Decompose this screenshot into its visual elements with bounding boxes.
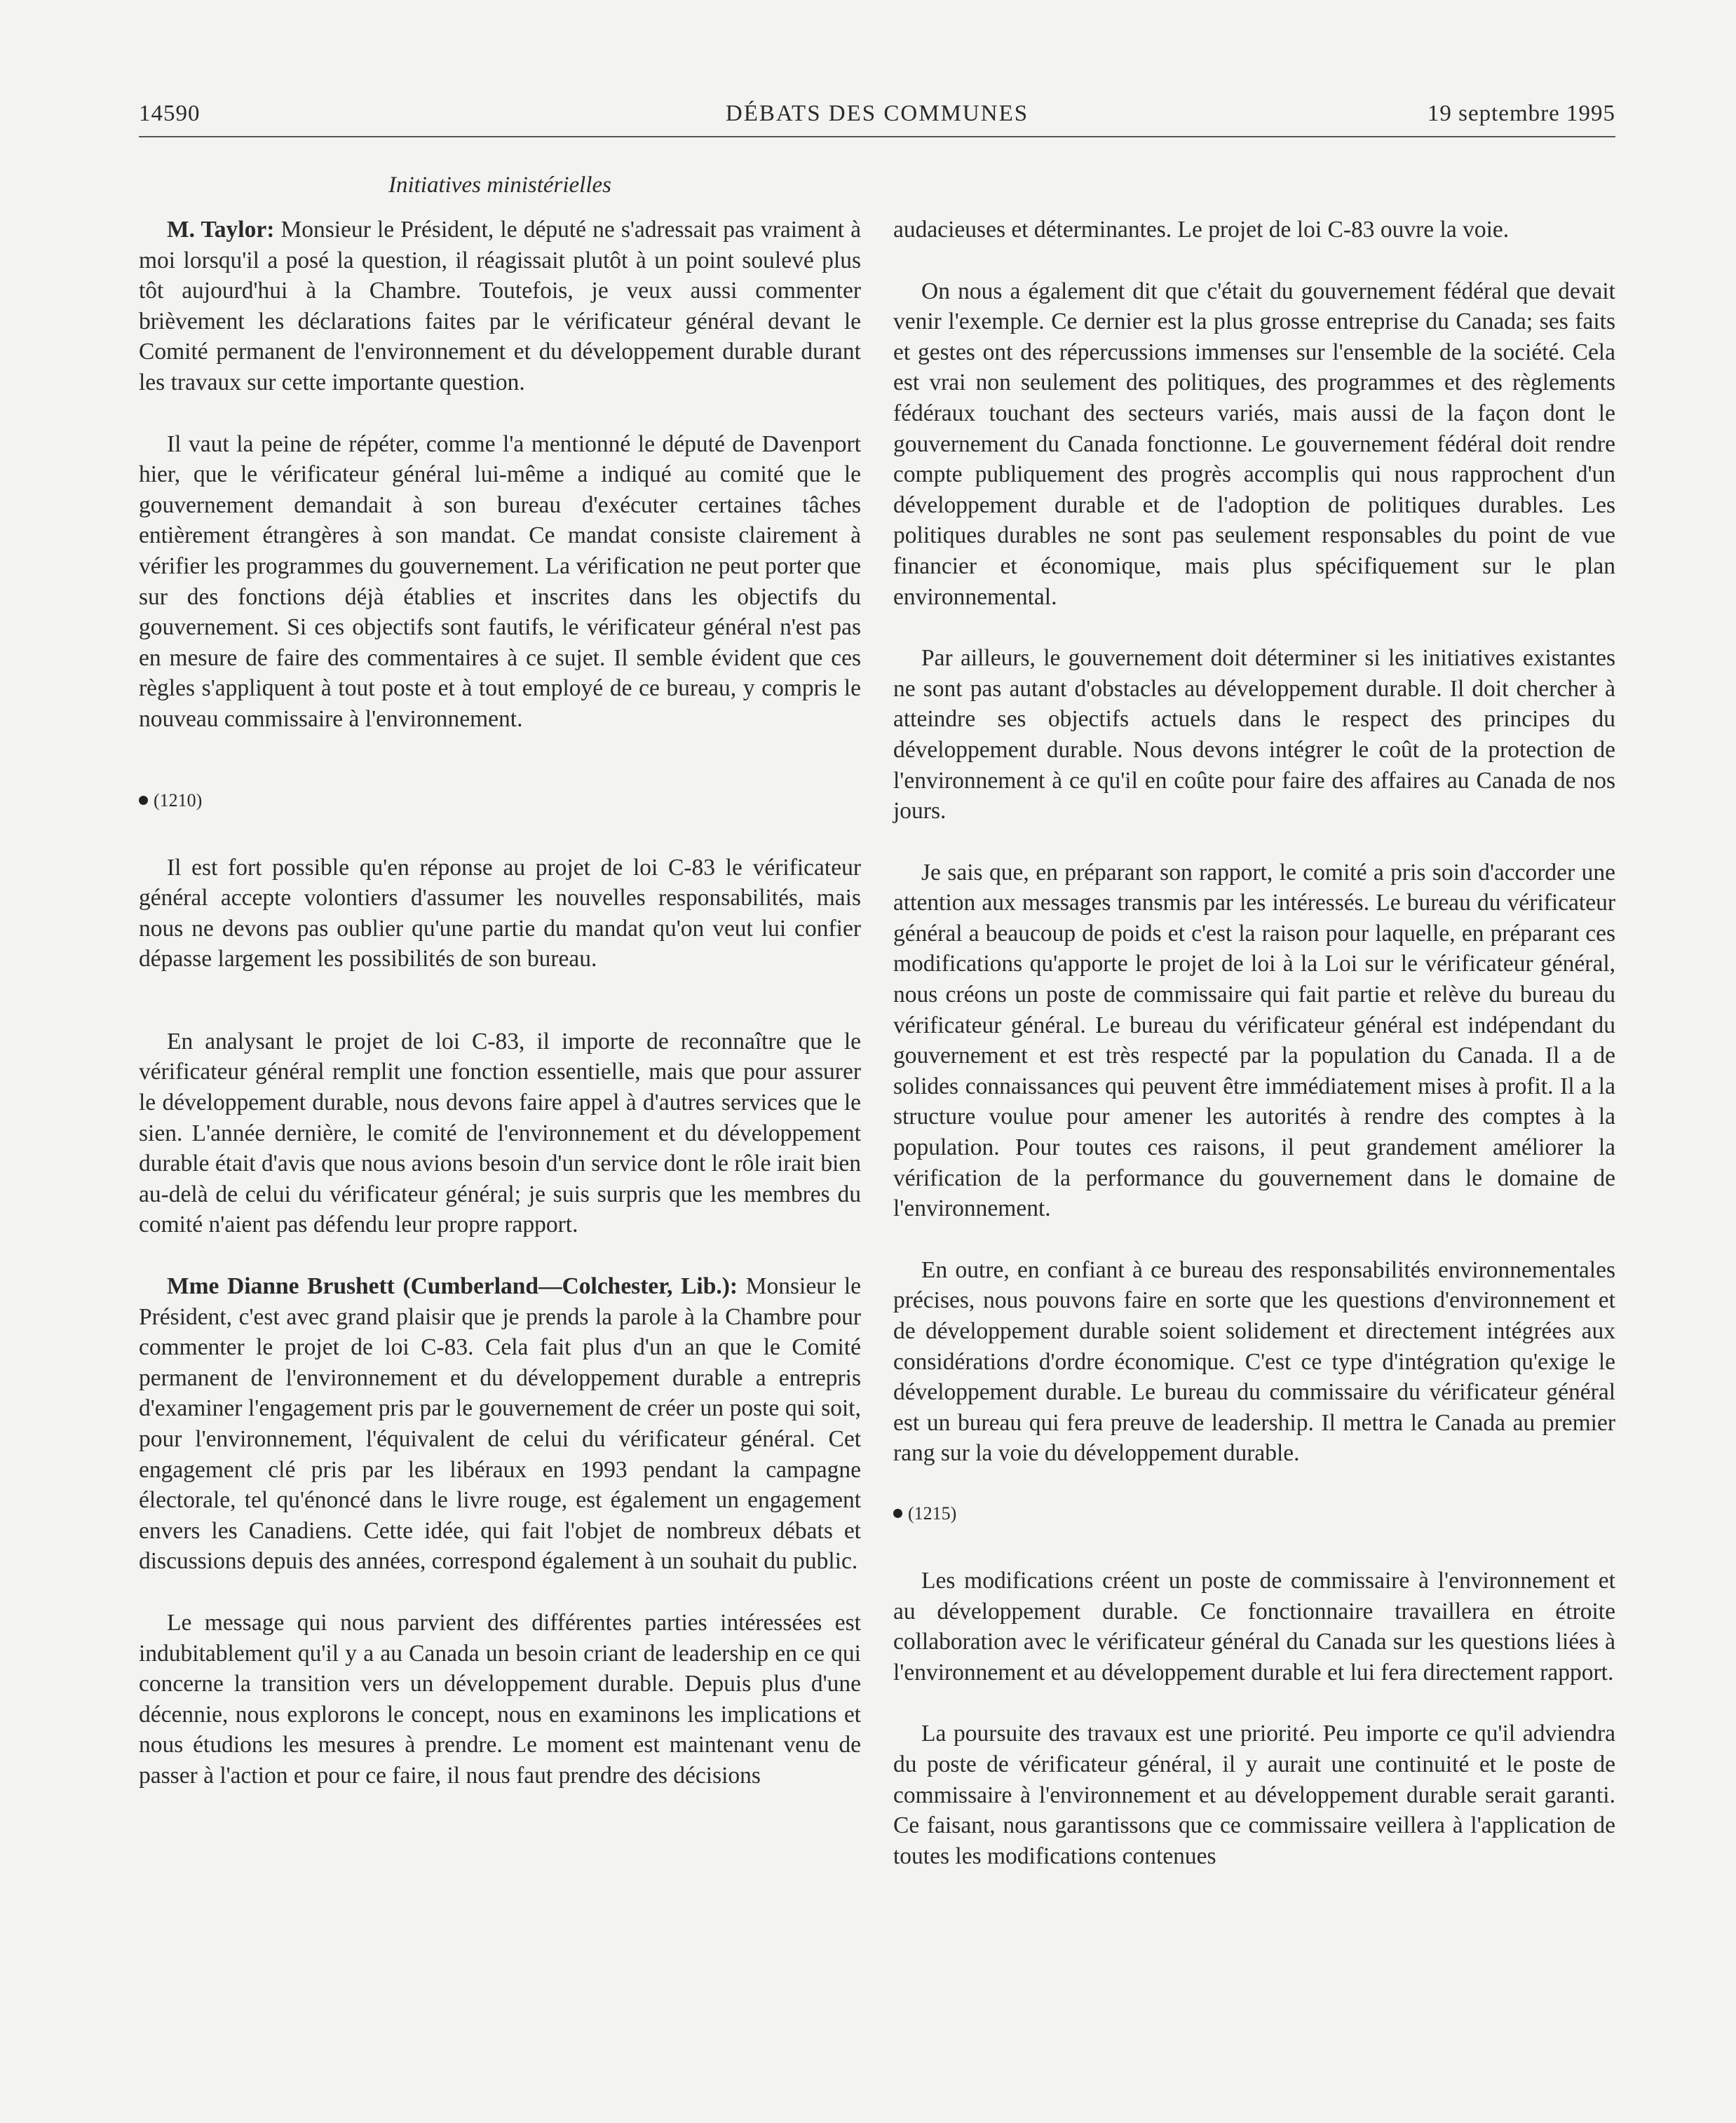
paragraph bbox=[139, 1271, 861, 1577]
paragraph: Le message qui nous parvient des différentes parties intéressées est indubitablement qu'il y a au Canada un besoin criant de leadership en ce qui concerne la transition vers un développement durable. Depuis plus d'une décennie, nous explorons le concept, nous en examinons les implications et nous étudions les mesures à prendre. Le moment est maintenant venu de passer à l'action et pour ce faire, il nous faut prendre des décisions bbox=[139, 1609, 861, 1789]
page-number: 14590 bbox=[139, 101, 201, 126]
left-column bbox=[139, 215, 861, 1822]
bullet-icon bbox=[139, 796, 148, 805]
paragraph: Les modifications créent un poste de commissaire à l'environnement et au développement durable. Ce fonctionnaire travaillera en étroite collaboration avec le vérificateur général du Canada sur les questions liées à l'environnement et au développement durable et lui fera directement rapport. bbox=[893, 1567, 1615, 1685]
page-header bbox=[139, 97, 1615, 137]
paragraph: audacieuses et déterminantes. Le projet de loi C-83 ouvre la voie. bbox=[893, 217, 1510, 243]
paragraph-text: Monsieur le Président, le député ne s'adressait pas vraiment à moi lorsqu'il a posé la question, il réagissait plutôt à un point soulevé plus tôt aujourd'hui à la Chambre. Toutefois, je veux aussi commenter brièvement les déclarations faites par le vérificateur général devant le Comité permanent de l'environnement et du développement durable durant les travaux sur cette importante question. bbox=[139, 217, 861, 395]
paragraph: En outre, en confiant à ce bureau des responsabilités environnementales précises, nous pouvons faire en sorte que les questions d'environnement et de développement durable soient solidement et directement intégrées aux considérations d'ordre économique. C'est ce type d'intégration qu'exige le développement durable. Le bureau du commissaire du vérificateur général est un bureau qui fera preuve de leadership. Il mettra le Canada au premier rang sur la voie du développement durable. bbox=[893, 1256, 1615, 1467]
paragraph: On nous a également dit que c'était du gouvernement fédéral que devait venir l'exemple. Ce dernier est la plus grosse entreprise du Canada; ses faits et gestes ont des répercussions immenses sur l'ensemble de la société. Cela est vrai non seulement des politiques, des programmes et des règlements fédéraux touchant des secteurs variés, mais aussi de la façon dont le gouvernement du Canada fonctionne. Le gouvernement fédéral doit rendre compte publiquement des progrès accomplis qui nous rapprochent d'un développement durable et de l'adoption de politiques durables. Les politiques durables ne sont pas seulement responsables du point de vue financier et économique, mais plus spécifiquement sur le plan environnemental. bbox=[893, 278, 1615, 610]
right-column bbox=[893, 215, 1615, 1902]
paragraph: Par ailleurs, le gouvernement doit déterminer si les initiatives existantes ne sont pas autant d'obstacles au développement durable. Il doit chercher à atteindre ses objectifs actuels dans le respect des principes du développement durable. Nous devons intégrer le coût de la protection de l'environnement à ce qu'il en coûte pour faire des affaires au Canada de nos jours. bbox=[893, 645, 1615, 825]
page-date: 19 septembre 1995 bbox=[1427, 101, 1615, 126]
publication-title: DÉBATS DES COMMUNES bbox=[725, 101, 1029, 126]
speaker-name: M. Taylor: bbox=[167, 217, 275, 243]
time-marker-label: (1215) bbox=[908, 1503, 957, 1524]
paragraph: Il vaut la peine de répéter, comme l'a mentionné le député de Davenport hier, que le vérificateur général lui-même a indiqué au comité que le gouvernement demandait à son bureau d'exécuter certaines tâches entièrement étrangères à son mandat. Ce mandat consiste clairement à vérifier les programmes du gouvernement. La vérification ne peut porter que sur des fonctions déjà établies et inscrites dans les objectifs du gouvernement. Si ces objectifs sont fautifs, le vérificateur général n'est pas en mesure de faire des commentaires à ce sujet. Il semble évident que ces règles s'appliquent à tout poste et à tout employé de ce bureau, y compris le nouveau commissaire à l'environnement. bbox=[139, 430, 861, 732]
time-marker bbox=[139, 787, 861, 815]
time-marker-label: (1210) bbox=[154, 789, 203, 810]
time-marker bbox=[893, 1500, 1615, 1528]
bullet-icon bbox=[893, 1509, 902, 1518]
paragraph-text: Monsieur le Président, c'est avec grand plaisir que je prends la parole à la Chambre pour commenter le projet de loi C-83. Cela fait plus d'un an que le Comité permanent de l'environnement et du développement durable a entrepris d'examiner l'engagement pris par le gouvernement de créer un poste qui soit, pour l'environnement, l'équivalent de celui du vérificateur général. Cet engagement clé pris par les libéraux en 1993 pendant la campagne électorale, tel qu'énoncé dans le livre rouge, est également un engagement envers les Canadiens. Cette idée, qui fait l'objet de nombreux débats et discussions depuis des années, correspond également à un souhait du public. bbox=[139, 1273, 861, 1575]
speaker-name: Mme Dianne Brushett (Cumberland—Colchester, Lib.): bbox=[167, 1273, 738, 1300]
paragraph: Il est fort possible qu'en réponse au projet de loi C-83 le vérificateur général accepte volontiers d'assumer les nouvelles responsabilités, mais nous ne devons pas oublier qu'une partie du mandat qu'on veut lui confier dépasse largement les possibilités de son bureau. bbox=[139, 854, 861, 972]
section-title: Initiatives ministérielles bbox=[388, 172, 612, 198]
paragraph: En analysant le projet de loi C-83, il importe de reconnaître que le vérificateur général remplit une fonction essentielle, mais que pour assurer le développement durable, nous devons faire appel à d'autres services que le sien. L'année dernière, le comité de l'environnement et du développement durable était d'avis que nous avions besoin d'un service dont le rôle irait bien au-delà de celui du vérificateur général; je suis surpris que les membres du comité n'aient pas défendu leur propre rapport. bbox=[139, 1028, 861, 1238]
paragraph: Je sais que, en préparant son rapport, le comité a pris soin d'accorder une attention aux messages transmis par les intéressés. Le bureau du vérificateur général a beaucoup de poids et c'est la raison pour laquelle, en préparant ces modifications qu'apporte le projet de loi à la Loi sur le vérificateur général, nous créons un poste de commissaire qui fait partie et relève du bureau du vérificateur général. Le bureau du vérificateur général est indépendant du gouvernement et est très respecté par la population du Canada. Il a de solides connaissances qui peuvent être immédiatement mises à profit. Il a la structure voulue pour amener les autorités à rendre des comptes à la population. Pour toutes ces raisons, il peut grandement améliorer la vérification de la performance du gouvernement dans le domaine de l'environnement. bbox=[893, 859, 1615, 1222]
paragraph bbox=[139, 215, 861, 398]
paragraph: La poursuite des travaux est une priorité. Peu importe ce qu'il adviendra du poste de vérificateur général, il y aurait une continuité et le poste de commissaire à l'environnement et au développement durable serait garanti. Ce faisant, nous garantissons que ce commissaire veillera à l'application de toutes les modifications contenues bbox=[893, 1721, 1615, 1869]
